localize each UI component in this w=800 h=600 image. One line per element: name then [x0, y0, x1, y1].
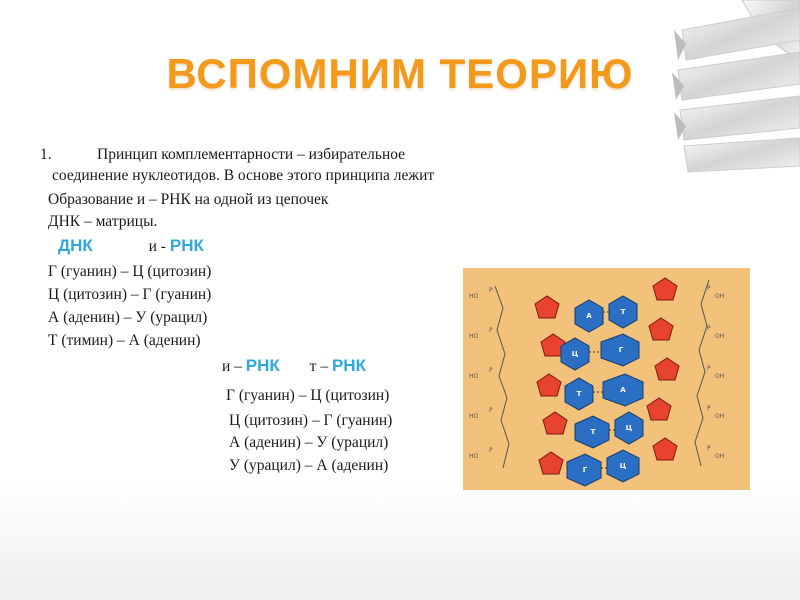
- pair-1-row: Г (гуанин) – Ц (цитозин): [48, 263, 212, 280]
- svg-text:P: P: [489, 407, 493, 414]
- svg-text:HO: HO: [469, 293, 479, 300]
- base-letter: Г: [582, 466, 588, 474]
- pair-2-row: А (аденин) – У (урацил): [229, 434, 389, 451]
- paragraph-line-4: ДНК – матрицы.: [48, 213, 158, 230]
- svg-text:OH: OH: [715, 333, 725, 340]
- svg-text:HO: HO: [469, 333, 479, 340]
- label-t-rnk: РНК: [331, 356, 366, 375]
- paragraph-line-1: Принцип комплементарности – избирательное: [97, 146, 406, 163]
- svg-text:HO: HO: [469, 413, 479, 420]
- base-letter: Ц: [625, 424, 633, 432]
- svg-text:P: P: [489, 367, 493, 374]
- svg-text:OH: OH: [715, 293, 725, 300]
- label-rnk: РНК: [169, 236, 204, 255]
- paragraph-line-3: Образование и – РНК на одной из цепочек: [48, 191, 329, 208]
- svg-text:OH: OH: [715, 373, 725, 380]
- label-dnk: ДНК: [58, 236, 93, 255]
- svg-text:HO: HO: [469, 373, 479, 380]
- label-connector: т –: [309, 358, 332, 375]
- svg-text:P: P: [707, 405, 711, 412]
- dna-double-strand-diagram-icon: [463, 268, 750, 490]
- paragraph-line-2: соединение нуклеотидов. В основе этого принципа лежит: [52, 167, 435, 184]
- base-letter: А: [586, 312, 592, 320]
- svg-text:P: P: [489, 287, 493, 294]
- base-letter: Т: [576, 390, 582, 398]
- pair-2-row: У (урацил) – А (аденин): [229, 457, 389, 474]
- svg-text:P: P: [489, 447, 493, 454]
- label-prefix: и –: [222, 358, 246, 375]
- svg-text:P: P: [707, 325, 711, 332]
- svg-text:P: P: [707, 365, 711, 372]
- slide-title: ВСПОМНИМ ТЕОРИЮ: [166, 50, 634, 97]
- base-letter: Т: [620, 308, 626, 316]
- pair-2-row: Ц (цитозин) – Г (гуанин): [229, 412, 393, 429]
- pair-header-2: [222, 356, 366, 377]
- base-letter: Т: [590, 428, 596, 436]
- base-letter: Ц: [571, 350, 579, 358]
- label-connector: и -: [148, 238, 170, 255]
- label-i-rnk: РНК: [245, 356, 280, 375]
- base-letter: Г: [618, 346, 624, 354]
- base-letter: Ц: [619, 462, 627, 470]
- pair-1-row: Ц (цитозин) – Г (гуанин): [48, 286, 212, 303]
- svg-text:P: P: [707, 445, 711, 452]
- pair-1-row: Т (тимин) – А (аденин): [48, 332, 201, 349]
- svg-text:P: P: [489, 327, 493, 334]
- base-letter: А: [620, 386, 626, 394]
- svg-text:P: P: [707, 285, 711, 292]
- pair-2-row: Г (гуанин) – Ц (цитозин): [226, 387, 390, 404]
- svg-text:OH: OH: [715, 413, 725, 420]
- paragraph-number: 1.: [40, 146, 52, 163]
- background-gradient: [0, 480, 800, 600]
- dna-diagram-image: [463, 268, 750, 490]
- pair-header-1: [58, 236, 204, 257]
- svg-text:OH: OH: [715, 453, 725, 460]
- pair-1-row: А (аденин) – У (урацил): [48, 309, 208, 326]
- svg-text:HO: HO: [469, 453, 479, 460]
